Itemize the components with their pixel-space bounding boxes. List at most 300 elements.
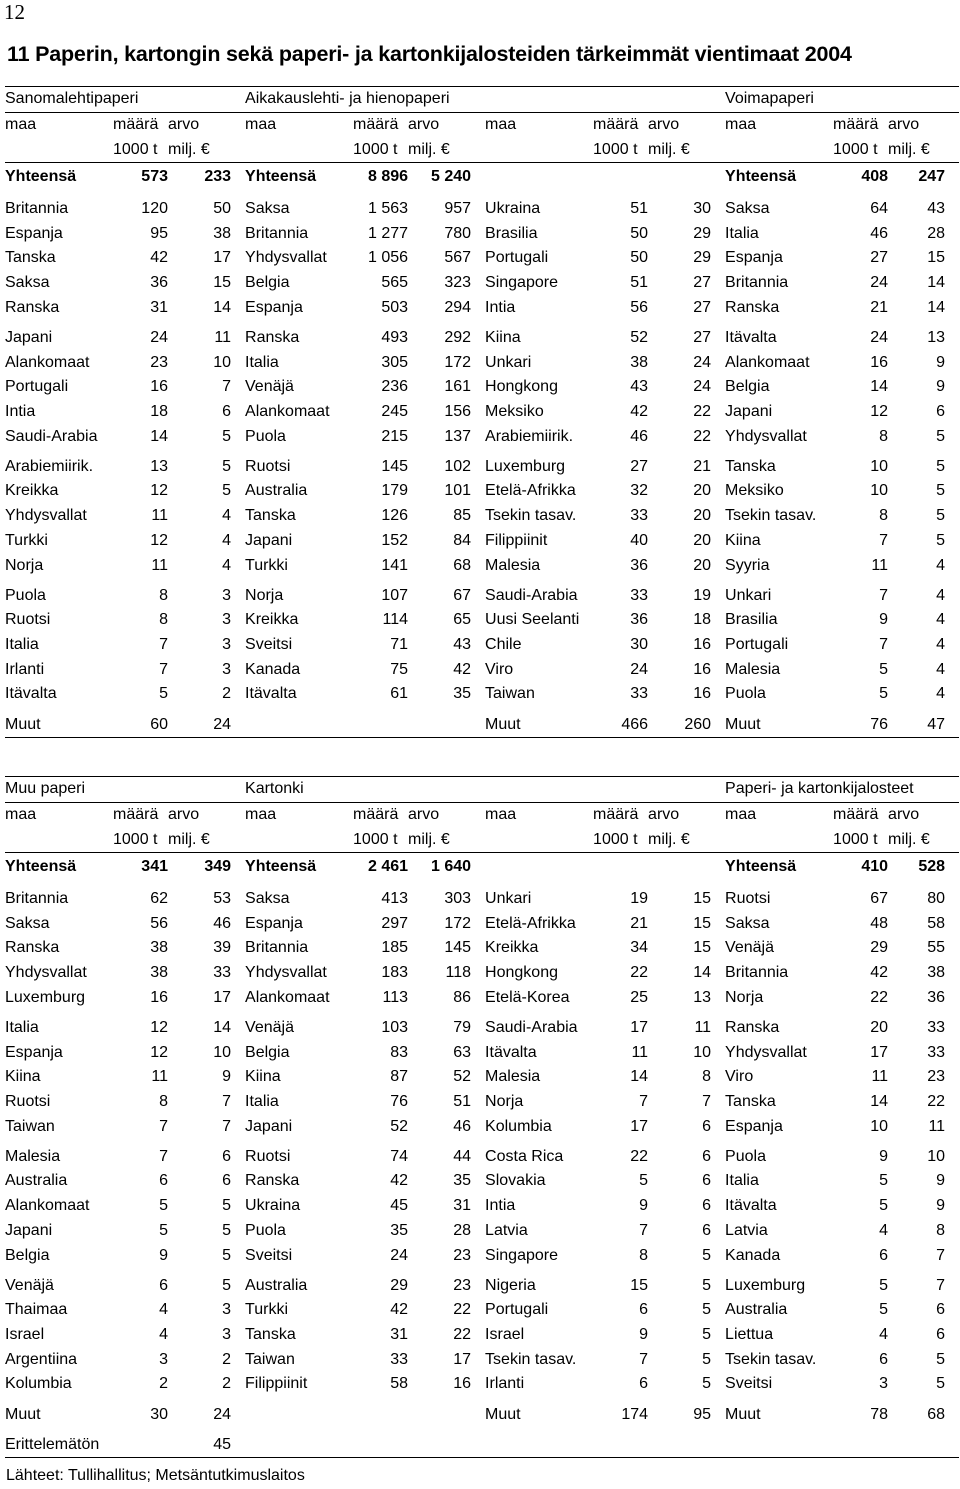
export-value: 20 [693, 482, 712, 500]
export-value: 43 [927, 199, 946, 217]
export-value: 27 [693, 298, 712, 316]
table-row [5, 1323, 959, 1348]
country-name: Malesia [485, 1068, 541, 1086]
export-value: 6 [702, 1197, 712, 1215]
table-row [5, 1114, 959, 1139]
country-name: Tanska [725, 1092, 776, 1110]
export-amount: 42 [150, 249, 168, 267]
country-name: Tanska [245, 507, 296, 525]
export-amount: 103 [381, 1018, 409, 1036]
export-amount: 8 [639, 1246, 649, 1264]
total-amount [593, 163, 648, 192]
export-amount: 31 [150, 298, 168, 316]
export-value: 9 [936, 1197, 946, 1215]
table-row [5, 479, 959, 504]
export-value: 5 [936, 1350, 946, 1368]
country-name: Slovakia [485, 1172, 546, 1190]
column-unit-eur: milj. € [168, 137, 245, 162]
export-amount: 43 [630, 378, 649, 396]
column-unit-tonnes: 1000 t [113, 137, 168, 162]
export-value: 52 [453, 1068, 472, 1086]
country-name: Alankomaat [5, 1197, 90, 1215]
table-row [5, 961, 959, 986]
country-name: Norja [725, 988, 764, 1006]
export-amount: 7 [639, 1221, 649, 1239]
export-amount: 50 [630, 249, 649, 267]
export-amount: 17 [630, 1117, 649, 1135]
export-amount: 7 [159, 1117, 168, 1135]
country-name: Tsekin tasav. [725, 507, 817, 525]
export-value: 13 [693, 988, 712, 1006]
export-amount: 7 [879, 586, 889, 604]
export-value: 21 [693, 457, 712, 475]
table-row [5, 1298, 959, 1323]
column-unit-tonnes: 1000 t [113, 827, 168, 852]
total-amount [593, 853, 648, 882]
export-value: 145 [444, 939, 472, 957]
country-name: Brasilia [725, 611, 778, 629]
export-amount: 9 [639, 1326, 649, 1344]
export-amount: 16 [150, 378, 168, 396]
total-label: Yhteensä [245, 858, 317, 876]
export-value: 6 [702, 1147, 712, 1165]
export-amount: 18 [150, 402, 168, 420]
country-name: Viro [725, 1068, 754, 1086]
export-value: 30 [693, 199, 712, 217]
others-row [5, 712, 959, 737]
export-amount: 29 [870, 939, 889, 957]
column-header-country: maa [485, 116, 517, 134]
export-value: 10 [693, 1043, 712, 1061]
export-amount: 46 [630, 427, 649, 445]
export-amount: 40 [630, 531, 649, 549]
export-value: 7 [702, 1092, 712, 1110]
export-value: 6 [702, 1117, 712, 1135]
country-name: Belgia [5, 1246, 50, 1264]
country-name: Taiwan [485, 685, 535, 703]
export-amount: 4 [879, 1326, 889, 1344]
country-name: Intia [485, 298, 516, 316]
country-name: Ukraina [245, 1197, 301, 1215]
export-amount: 6 [159, 1172, 168, 1190]
export-value: 172 [444, 353, 472, 371]
country-name: Kiina [245, 1068, 281, 1086]
export-amount: 14 [870, 378, 889, 396]
table-row [5, 633, 959, 658]
export-value: 957 [444, 199, 472, 217]
export-value: 68 [453, 556, 472, 574]
column-header-country: maa [725, 806, 757, 824]
export-value: 118 [445, 963, 472, 981]
export-amount: 17 [870, 1043, 889, 1061]
export-amount: 5 [879, 1197, 889, 1215]
country-name: Luxemburg [725, 1276, 806, 1294]
export-amount: 33 [630, 507, 649, 525]
export-value: 35 [453, 1172, 472, 1190]
country-name: Sveitsi [245, 1246, 293, 1264]
country-name: Hongkong [485, 963, 558, 981]
export-amount: 2 [159, 1375, 168, 1393]
country-name: Puola [725, 1147, 766, 1165]
export-amount: 11 [151, 556, 168, 574]
country-name: Malesia [485, 556, 541, 574]
export-amount: 51 [630, 273, 649, 291]
table-row [5, 400, 959, 425]
export-value: 7 [222, 1092, 232, 1110]
export-value: 80 [927, 889, 946, 907]
export-value: 42 [453, 660, 472, 678]
export-value: 4 [936, 636, 946, 654]
export-value: 11 [928, 1117, 946, 1135]
others-value: 47 [888, 712, 959, 737]
export-value: 3 [222, 636, 232, 654]
section-heading: Voimapaperi [725, 87, 959, 113]
others-value [408, 1402, 485, 1427]
export-value: 5 [936, 427, 946, 445]
export-amount: 52 [630, 328, 649, 346]
export-value: 9 [222, 1068, 232, 1086]
export-value: 86 [453, 988, 472, 1006]
section-heading [485, 777, 725, 803]
export-value: 4 [936, 660, 946, 678]
country-name: Norja [485, 1092, 524, 1110]
country-name: Puola [245, 427, 286, 445]
country-name: Tsekin tasav. [485, 1350, 577, 1368]
export-amount: 14 [870, 1092, 889, 1110]
spacer [725, 1433, 833, 1458]
unspecified-label: Erittelemätön [5, 1433, 113, 1458]
export-value: 85 [453, 507, 472, 525]
export-value: 4 [936, 685, 946, 703]
export-amount: 12 [150, 1018, 168, 1036]
export-amount: 245 [381, 402, 409, 420]
export-amount: 114 [382, 611, 409, 629]
export-amount: 145 [381, 457, 409, 475]
country-name: Saksa [245, 889, 290, 907]
export-amount: 42 [630, 402, 649, 420]
table-row [5, 375, 959, 400]
country-name: Portugali [485, 1301, 549, 1319]
export-amount: 19 [630, 889, 649, 907]
export-amount: 185 [381, 939, 409, 957]
export-value: 8 [702, 1068, 712, 1086]
table-row [5, 454, 959, 479]
spacer [648, 1433, 725, 1458]
export-amount: 12 [150, 1043, 168, 1061]
export-value: 2 [222, 1375, 232, 1393]
country-name: Ranska [725, 1018, 780, 1036]
export-value: 5 [702, 1326, 712, 1344]
others-value: 24 [168, 712, 245, 737]
country-name: Singapore [485, 1246, 558, 1264]
export-value: 17 [213, 249, 232, 267]
country-name: Australia [245, 1276, 308, 1294]
export-value: 43 [453, 636, 472, 654]
table-row [5, 1065, 959, 1090]
export-value: 5 [936, 482, 946, 500]
column-unit-eur: milj. € [648, 137, 725, 162]
column-header-value: arvo [888, 116, 920, 134]
export-value: 780 [444, 224, 472, 242]
country-name: Itävalta [485, 1043, 537, 1061]
export-amount: 297 [381, 914, 409, 932]
export-amount: 11 [871, 556, 889, 574]
export-value: 50 [213, 199, 232, 217]
others-label: Muut [5, 712, 113, 737]
export-value: 9 [936, 353, 946, 371]
country-name: Espanja [245, 298, 303, 316]
country-name: Yhdysvallat [725, 427, 807, 445]
country-name: Yhdysvallat [5, 507, 87, 525]
export-amount: 14 [150, 427, 168, 445]
country-name: Uusi Seelanti [485, 611, 580, 629]
country-name: Kiina [485, 328, 521, 346]
export-value: 3 [222, 1301, 232, 1319]
spacer [408, 1433, 485, 1458]
export-table-paper [5, 86, 959, 738]
country-name: Italia [5, 1018, 39, 1036]
export-value: 5 [936, 1375, 946, 1393]
export-value: 23 [453, 1276, 472, 1294]
country-name: Irlanti [5, 660, 45, 678]
export-amount: 14 [630, 1068, 649, 1086]
country-name: Ranska [725, 298, 780, 316]
country-name: Taiwan [5, 1117, 55, 1135]
export-value: 38 [213, 224, 232, 242]
others-label [245, 712, 353, 737]
export-amount: 7 [159, 1147, 168, 1165]
country-name: Turkki [245, 1301, 288, 1319]
column-unit-eur: milj. € [888, 137, 959, 162]
others-label: Muut [725, 1405, 761, 1423]
country-name: Itävalta [5, 685, 57, 703]
others-label: Muut [485, 712, 593, 737]
country-name: Meksiko [485, 402, 544, 420]
spacer [485, 1433, 593, 1458]
total-value: 247 [918, 168, 946, 186]
country-name: Tanska [725, 457, 776, 475]
export-value: 15 [693, 889, 712, 907]
country-name: Unkari [725, 586, 772, 604]
others-amount: 60 [113, 712, 168, 737]
export-value: 14 [213, 1018, 232, 1036]
export-value: 31 [453, 1197, 472, 1215]
export-amount: 179 [381, 482, 409, 500]
country-name: Filippiinit [485, 531, 548, 549]
country-name: Puola [725, 685, 766, 703]
export-value: 35 [453, 685, 472, 703]
export-amount: 9 [879, 611, 889, 629]
column-unit-tonnes: 1000 t [353, 827, 408, 852]
total-value: 528 [918, 858, 946, 876]
column-unit-tonnes: 1000 t [833, 827, 888, 852]
export-amount: 7 [159, 636, 168, 654]
export-amount: 71 [390, 636, 409, 654]
export-value: 15 [927, 249, 946, 267]
country-name: Alankomaat [5, 353, 90, 371]
table-row [5, 326, 959, 351]
country-name: Australia [5, 1172, 68, 1190]
export-amount: 23 [150, 353, 168, 371]
total-label: Yhteensä [245, 168, 317, 186]
export-value: 20 [693, 556, 712, 574]
export-value: 6 [702, 1172, 712, 1190]
export-value: 6 [702, 1221, 712, 1239]
country-name: Chile [485, 636, 522, 654]
export-amount: 24 [390, 1246, 409, 1264]
column-header-amount: määrä [833, 116, 879, 134]
export-amount: 20 [870, 1018, 889, 1036]
table-row [5, 529, 959, 554]
others-label: Muut [725, 712, 833, 737]
export-amount: 7 [639, 1350, 649, 1368]
country-name: Liettua [725, 1326, 774, 1344]
export-value: 27 [693, 328, 712, 346]
export-amount: 25 [630, 988, 649, 1006]
export-amount: 6 [639, 1301, 649, 1319]
export-value: 33 [927, 1018, 946, 1036]
table-row [5, 1040, 959, 1065]
export-amount: 503 [381, 298, 409, 316]
column-header-country: maa [245, 116, 277, 134]
country-name: Venäjä [245, 1018, 294, 1036]
column-header-amount: määrä [833, 806, 879, 824]
export-value: 5 [222, 1276, 232, 1294]
export-amount: 305 [381, 353, 409, 371]
spacer [593, 1433, 648, 1458]
page-title: 11 Paperin, kartongin sekä paperi- ja kartonkijalosteiden tärkeimmät vientimaat 2004 [7, 42, 852, 66]
export-amount: 1 277 [367, 224, 409, 242]
export-amount: 4 [879, 1221, 889, 1239]
export-value: 11 [694, 1018, 712, 1036]
country-name: Kreikka [485, 939, 539, 957]
country-name: Israel [5, 1326, 45, 1344]
country-name: Sveitsi [725, 1375, 773, 1393]
export-amount: 36 [630, 556, 649, 574]
export-amount: 13 [150, 457, 168, 475]
table-row [5, 608, 959, 633]
export-value: 15 [693, 914, 712, 932]
export-value: 44 [453, 1147, 472, 1165]
export-value: 5 [222, 482, 232, 500]
export-amount: 42 [390, 1172, 409, 1190]
column-unit-empty [5, 137, 113, 162]
table-row [5, 221, 959, 246]
country-name: Saksa [5, 914, 50, 932]
country-name: Australia [725, 1301, 788, 1319]
export-value: 6 [936, 1326, 946, 1344]
country-name: Irlanti [485, 1375, 525, 1393]
column-unit-eur: milj. € [408, 137, 485, 162]
export-value: 33 [213, 963, 232, 981]
total-label: Yhteensä [5, 858, 77, 876]
export-value: 303 [444, 889, 472, 907]
table-row [5, 682, 959, 707]
export-value: 4 [222, 531, 232, 549]
export-amount: 7 [159, 660, 168, 678]
country-name: Belgia [245, 273, 290, 291]
export-amount: 38 [150, 939, 168, 957]
table-row [5, 1243, 959, 1268]
country-name: Malesia [725, 660, 781, 678]
export-amount: 12 [150, 482, 168, 500]
column-header-value: arvo [168, 806, 200, 824]
export-value: 51 [453, 1092, 472, 1110]
export-value: 7 [936, 1246, 946, 1264]
column-unit-tonnes: 1000 t [353, 137, 408, 162]
export-amount: 33 [630, 685, 649, 703]
export-value: 16 [693, 660, 712, 678]
country-name: Yhdysvallat [245, 249, 327, 267]
export-amount: 46 [870, 224, 889, 242]
country-name: Japani [245, 1117, 293, 1135]
export-value: 14 [213, 298, 232, 316]
export-amount: 215 [381, 427, 409, 445]
export-amount: 9 [639, 1197, 649, 1215]
others-amount: 30 [150, 1405, 168, 1423]
export-amount: 95 [150, 224, 168, 242]
export-value: 46 [213, 914, 232, 932]
export-value: 23 [453, 1246, 472, 1264]
country-name: Portugali [5, 378, 69, 396]
others-value: 68 [927, 1405, 946, 1423]
export-value: 20 [693, 531, 712, 549]
export-amount: 16 [870, 353, 889, 371]
export-value: 294 [444, 298, 472, 316]
total-label [485, 163, 593, 192]
export-amount: 5 [159, 1197, 168, 1215]
table-row [5, 657, 959, 682]
country-name: Arabiemiirik. [5, 457, 94, 475]
column-header-value: arvo [168, 116, 200, 134]
country-name: Italia [725, 224, 759, 242]
export-amount: 5 [879, 660, 889, 678]
export-amount: 141 [381, 556, 409, 574]
export-value: 19 [693, 586, 712, 604]
export-value: 2 [222, 685, 232, 703]
country-name: Unkari [485, 353, 532, 371]
export-value: 28 [927, 224, 946, 242]
country-name: Kolumbia [485, 1117, 552, 1135]
export-value: 22 [453, 1301, 472, 1319]
export-value: 4 [936, 611, 946, 629]
export-amount: 183 [381, 963, 409, 981]
column-header-value: arvo [648, 116, 680, 134]
export-amount: 9 [879, 1147, 889, 1165]
country-name: Norja [5, 556, 44, 574]
export-value: 172 [444, 914, 472, 932]
export-value: 28 [453, 1221, 472, 1239]
country-name: Italia [245, 353, 279, 371]
export-amount: 7 [879, 636, 889, 654]
table-row [5, 504, 959, 529]
export-value: 63 [453, 1043, 472, 1061]
country-name: Yhdysvallat [5, 963, 87, 981]
export-value: 20 [693, 507, 712, 525]
export-amount: 5 [879, 1301, 889, 1319]
column-header-amount: määrä [593, 806, 639, 824]
export-amount: 87 [390, 1068, 409, 1086]
export-amount: 17 [630, 1018, 649, 1036]
export-amount: 5 [159, 1221, 168, 1239]
country-name: Saksa [5, 273, 50, 291]
export-amount: 493 [381, 328, 409, 346]
export-amount: 12 [150, 531, 168, 549]
country-name: Alankomaat [245, 988, 330, 1006]
export-amount: 5 [639, 1172, 649, 1190]
export-value: 102 [444, 457, 472, 475]
country-name: Espanja [5, 224, 63, 242]
